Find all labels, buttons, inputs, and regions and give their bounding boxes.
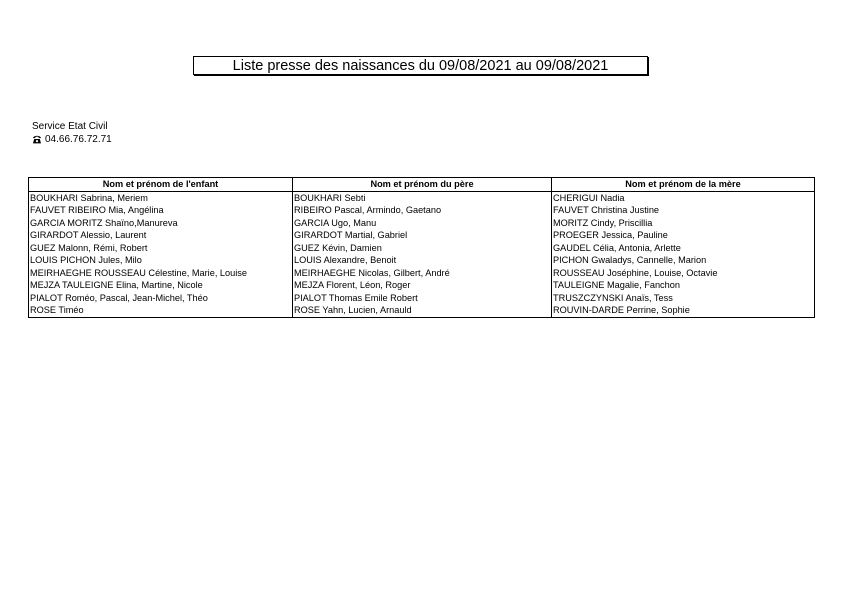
mother-cell: TRUSZCZYNSKI Anaïs, Tess [552, 292, 815, 305]
child-cell: GIRARDOT Alessio, Laurent [29, 229, 293, 242]
table-row [29, 292, 815, 305]
service-name: Service Etat Civil [32, 121, 108, 132]
mother-cell: PICHON Gwaladys, Cannelle, Marion [552, 254, 815, 267]
child-cell: GARCIA MORITZ Shaïno,Manureva [29, 217, 293, 230]
father-cell: PIALOT Thomas Emile Robert [293, 292, 552, 305]
mother-cell: ROUVIN-DARDE Perrine, Sophie [552, 304, 815, 317]
father-cell: GIRARDOT Martial, Gabriel [293, 229, 552, 242]
table-row [29, 242, 815, 255]
phone-line [32, 133, 112, 146]
table-row [29, 204, 815, 217]
father-cell: ROSE Yahn, Lucien, Arnauld [293, 304, 552, 317]
mother-cell: TAULEIGNE Magalie, Fanchon [552, 279, 815, 292]
child-cell: BOUKHARI Sabrina, Meriem [29, 191, 293, 204]
father-cell: BOUKHARI Sebti [293, 191, 552, 204]
table-row [29, 267, 815, 280]
table-row [29, 254, 815, 267]
mother-cell: GAUDEL Célia, Antonia, Arlette [552, 242, 815, 255]
mother-cell: CHERIGUI Nadia [552, 191, 815, 204]
table-header-row [29, 178, 815, 192]
header-child: Nom et prénom de l'enfant [29, 178, 293, 192]
table-row [29, 229, 815, 242]
father-cell: RIBEIRO Pascal, Armindo, Gaetano [293, 204, 552, 217]
father-cell: GARCIA Ugo, Manu [293, 217, 552, 230]
mother-cell: PROEGER Jessica, Pauline [552, 229, 815, 242]
child-cell: GUEZ Malonn, Rémi, Robert [29, 242, 293, 255]
table-row [29, 279, 815, 292]
father-cell: LOUIS Alexandre, Benoit [293, 254, 552, 267]
service-contact [32, 120, 112, 146]
child-cell: ROSE Timéo [29, 304, 293, 317]
table-row [29, 304, 815, 317]
page-title: Liste presse des naissances du 09/08/2021 au 09/08/2021 [193, 56, 648, 75]
table-row [29, 191, 815, 204]
phone-number: 04.66.76.72.71 [45, 134, 112, 145]
child-cell: PIALOT Roméo, Pascal, Jean-Michel, Théo [29, 292, 293, 305]
father-cell: GUEZ Kévin, Damien [293, 242, 552, 255]
header-father: Nom et prénom du père [293, 178, 552, 192]
child-cell: LOUIS PICHON Jules, Milo [29, 254, 293, 267]
mother-cell: MORITZ Cindy, Priscillia [552, 217, 815, 230]
child-cell: FAUVET RIBEIRO Mia, Angélina [29, 204, 293, 217]
child-cell: MEJZA TAULEIGNE Elina, Martine, Nicole [29, 279, 293, 292]
phone-icon [32, 135, 42, 144]
header-mother: Nom et prénom de la mère [552, 178, 815, 192]
mother-cell: FAUVET Christina Justine [552, 204, 815, 217]
father-cell: MEIRHAEGHE Nicolas, Gilbert, André [293, 267, 552, 280]
births-table [28, 177, 815, 318]
child-cell: MEIRHAEGHE ROUSSEAU Célestine, Marie, Louise [29, 267, 293, 280]
mother-cell: ROUSSEAU Joséphine, Louise, Octavie [552, 267, 815, 280]
table-row [29, 217, 815, 230]
father-cell: MEJZA Florent, Léon, Roger [293, 279, 552, 292]
